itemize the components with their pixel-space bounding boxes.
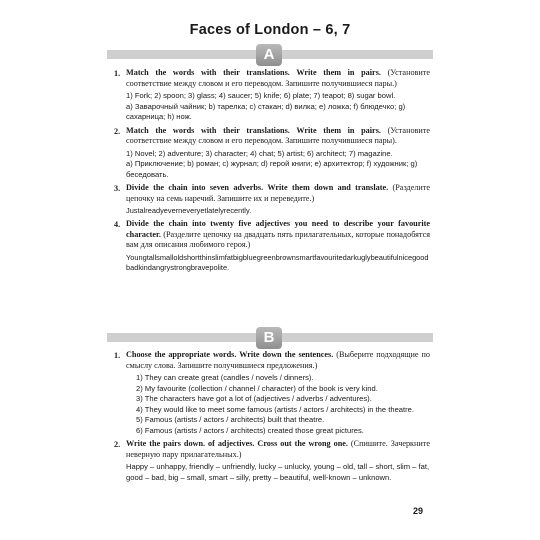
word-list-english: 1) Novel; 2) adventure; 3) character; 4) chat; 5) artist; 6) architect; 7) magazine. <box>126 148 393 158</box>
task-instruction: Match the words with their translations. Write them in pairs. (Установите соответствие между словом и его переводом. Запишите получившиеся пары). <box>126 125 430 145</box>
sentence-item: 6) Famous (artists / actors / architects) created those great pictures. <box>136 425 364 435</box>
sentence-item: 5) Famous (artists / actors / architects) built that theatre. <box>136 415 325 424</box>
section-a-tasks <box>114 68 430 276</box>
adjective-pairs: Happy – unhappy, friendly – unfriendly, lucky – unlucky, young – old, tall – short, slim – fat, good – bad, big – small, smart – silly, pretty – beautiful, well-known – unknown. <box>126 462 430 482</box>
sentence-item: 1) They can create great (candles / novels / dinners). <box>136 373 314 382</box>
sentence-item: 2) My favourite (collection / channel / character) of the book is very kind. <box>136 383 378 393</box>
word-list-english: 1) Fork; 2) spoon; 3) glass; 4) saucer; 5) knife; 6) plate; 7) teapot; 8) sugar bowl. <box>126 91 396 100</box>
task-number: 2. <box>114 126 121 136</box>
task-number: 1. <box>114 351 121 360</box>
task-instruction: Divide the chain into seven adverbs. Write them down and translate. (Разделите цепочку на семь наречий. Запишите их и переведите.) <box>126 183 431 203</box>
word-list-russian: a) Приключение; b) роман; c) журнал; d) герой книги; e) архитектор; f) художник; g) беседовать. <box>126 159 418 179</box>
task-body <box>126 149 430 181</box>
task-number: 1. <box>114 69 121 78</box>
task-number: 2. <box>114 440 121 449</box>
sentence-list <box>126 373 430 436</box>
page-number: 29 <box>412 506 423 516</box>
section-b-badge: B <box>256 327 282 349</box>
task-instruction: Write the pairs down. of adjectives. Cross out the wrong one. (Спишите. Зачеркните неверную пару прилагательных.) <box>126 439 431 459</box>
task-instruction: Divide the chain into twenty five adjectives you need to describe your favourite character. (Разделите цепочку на двадцать пять прилагательных, которые понадобятся вам для описания любимого героя.) <box>126 219 431 249</box>
sentence-item: 4) They would like to meet some famous (artists / actors / architects) in the theatre. <box>136 404 414 414</box>
task-body <box>126 91 430 123</box>
word-list-russian: a) Заварочный чайник; b) тарелка; c) стакан; d) вилка; e) ложка; f) блюдечко; g) сахарница; h) нож. <box>126 101 406 121</box>
section-a-badge: A <box>256 44 282 66</box>
word-chain: Justalreadyeverneveryetlatelyrecently. <box>126 206 252 215</box>
task-number: 4. <box>114 220 121 229</box>
section-b-tasks <box>114 350 430 486</box>
task-a3 <box>114 183 430 216</box>
task-a4 <box>114 219 430 273</box>
task-instruction: Choose the appropriate words. Write down the sentences. (Выберите подходящие по смыслу слова. Запишите получившиеся предложения.) <box>126 350 430 370</box>
task-a2 <box>114 126 430 181</box>
task-b1 <box>114 350 430 436</box>
task-b2 <box>114 439 430 483</box>
sentence-item: 3) The characters have got a lot of (adjectives / adverbs / adventures). <box>136 394 372 403</box>
word-chain: Youngtallsmalloldshortthinslimfatbigbluegreenbrownsmartfavouritedarkuglybeautifulnicegoodbadkindangrystrongbravepolite. <box>126 252 429 272</box>
page-title: Faces of London – 6, 7 <box>189 22 351 38</box>
task-number: 3. <box>114 184 121 193</box>
task-instruction: Match the words with their translations. Write them in pairs. (Установите соответствие между словом и его переводом. Запишите получившиеся пары.) <box>126 68 430 88</box>
task-a1 <box>114 68 430 123</box>
